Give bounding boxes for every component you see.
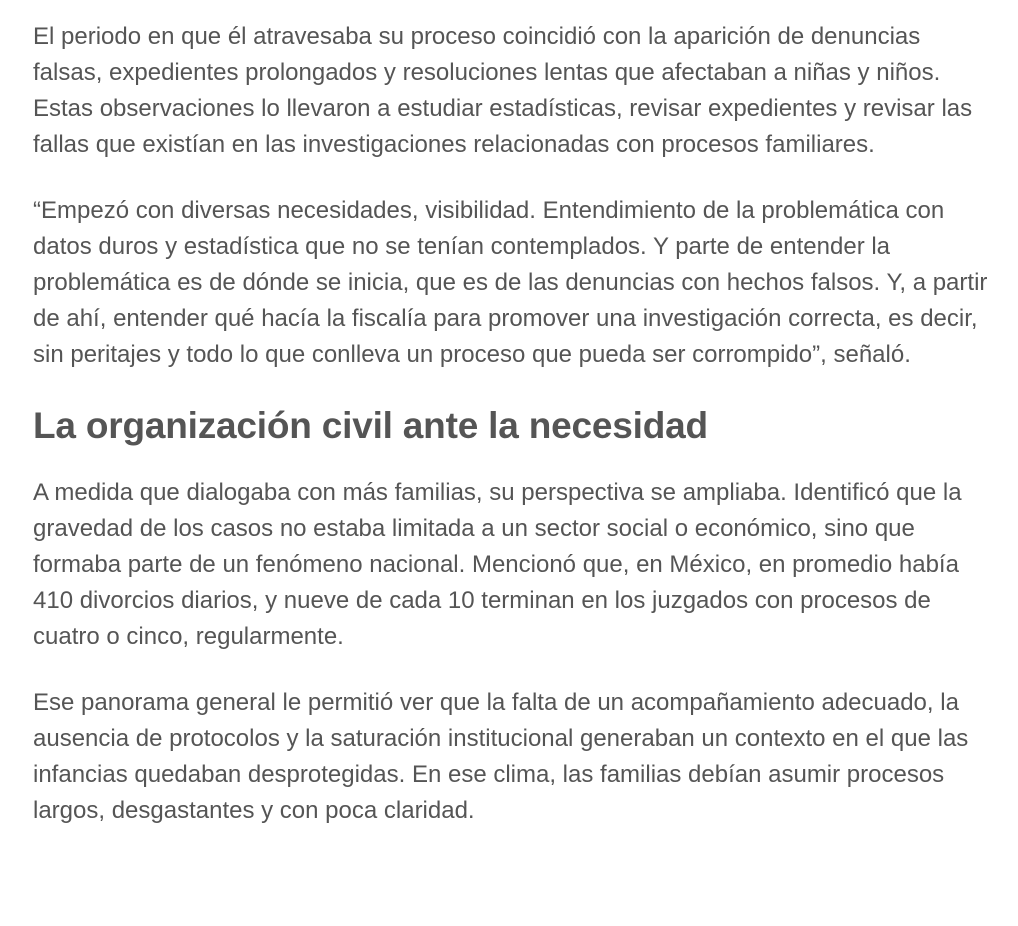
section-heading: La organización civil ante la necesidad	[33, 405, 708, 446]
paragraph: El periodo en que él atravesaba su proceso coincidió con la aparición de denuncias falsas, expedientes prolongados y resoluciones lentas que afectaban a niñas y niños. Estas observaciones lo llevaron a estudiar estadísticas, revisar expedientes y revisar las fallas que existían en las investigaciones relacionadas con procesos familiares.	[33, 23, 973, 158]
quote-paragraph: “Empezó con diversas necesidades, visibilidad. Entendimiento de la problemática con datos duros y estadística que no se tenían contemplados. Y parte de entender la problemática es de dónde se inicia, que es de las denuncias con hechos falsos. Y, a partir de ahí, entender qué hacía la fiscalía para promover una investigación correcta, es decir, sin peritajes y todo lo que conlleva un proceso que pueda ser corrompido”, señaló.	[33, 197, 988, 368]
paragraph: Ese panorama general le permitió ver que la falta de un acompañamiento adecuado, la ausencia de protocolos y la saturación institucional generaban un contexto en el que las infancias quedaban desprotegidas. En ese clima, las familias debían asumir procesos largos, desgastantes y con poca claridad.	[33, 689, 969, 824]
article-body	[33, 19, 988, 859]
paragraph: A medida que dialogaba con más familias, su perspectiva se ampliaba. Identificó que la gravedad de los casos no estaba limitada a un sector social o económico, sino que formaba parte de un fenómeno nacional. Mencionó que, en México, en promedio había 410 divorcios diarios, y nueve de cada 10 terminan en los juzgados con procesos de cuatro o cinco, regularmente.	[33, 479, 962, 650]
